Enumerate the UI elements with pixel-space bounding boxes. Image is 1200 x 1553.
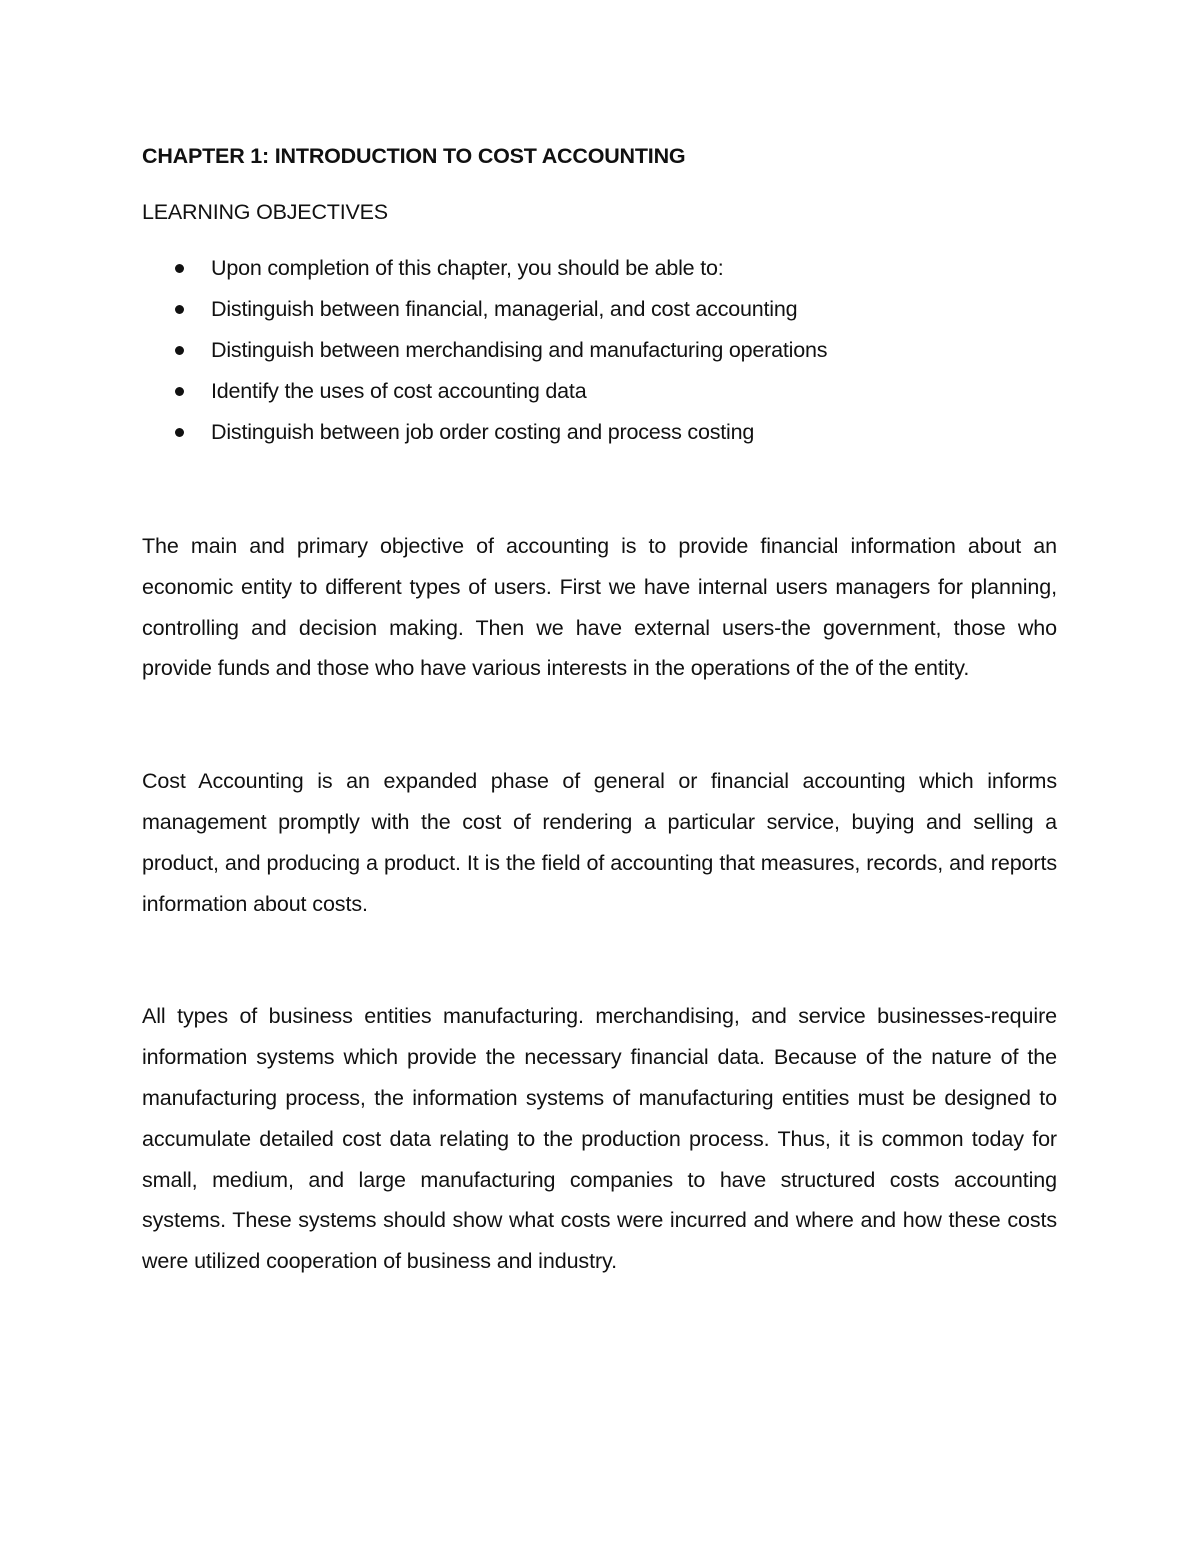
list-item <box>142 289 1057 330</box>
list-item <box>142 412 1057 453</box>
objectives-list <box>142 248 1057 453</box>
bullet-icon <box>175 346 184 355</box>
bullet-icon <box>175 305 184 314</box>
list-item <box>142 330 1057 371</box>
bullet-icon <box>175 428 184 437</box>
list-item <box>142 371 1057 412</box>
paragraph-accounting-objective: The main and primary objective of accounting is to provide financial information about an economic entity to different types of users. First we have internal users managers for planning, controlling and decision making. Then we have external users-the government, those who provide funds and those who have various interests in the operations of the of the entity. <box>142 534 1057 681</box>
list-item <box>142 248 1057 289</box>
paragraph-cost-accounting-definition: Cost Accounting is an expanded phase of general or financial accounting which informs management promptly with the cost of rendering a particular service, buying and selling a product, and producing a product. It is the field of accounting that measures, records, and reports information about costs. <box>142 769 1057 916</box>
objective-text: Distinguish between merchandising and manufacturing operations <box>211 338 828 362</box>
objective-text: Distinguish between financial, managerial, and cost accounting <box>211 297 798 321</box>
objective-text: Identify the uses of cost accounting data <box>211 379 587 403</box>
bullet-icon <box>175 387 184 396</box>
paragraph-business-entities: All types of business entities manufacturing. merchandising, and service businesses-require information systems which provide the necessary financial data. Because of the nature of the manufacturing process, the information systems of manufacturing entities must be designed to accumulate detailed cost data relating to the production process. Thus, it is common today for small, medium, and large manufacturing companies to have structured costs accounting systems. These systems should show what costs were incurred and where and how these costs were utilized cooperation of business and industry. <box>142 1004 1057 1274</box>
document-body <box>142 140 1057 1282</box>
objective-text: Distinguish between job order costing and process costing <box>211 420 755 444</box>
chapter-title: CHAPTER 1: INTRODUCTION TO COST ACCOUNTING <box>142 144 686 168</box>
bullet-icon <box>175 264 184 273</box>
objective-text: Upon completion of this chapter, you should be able to: <box>211 256 724 280</box>
learning-objectives-heading: LEARNING OBJECTIVES <box>142 200 388 224</box>
